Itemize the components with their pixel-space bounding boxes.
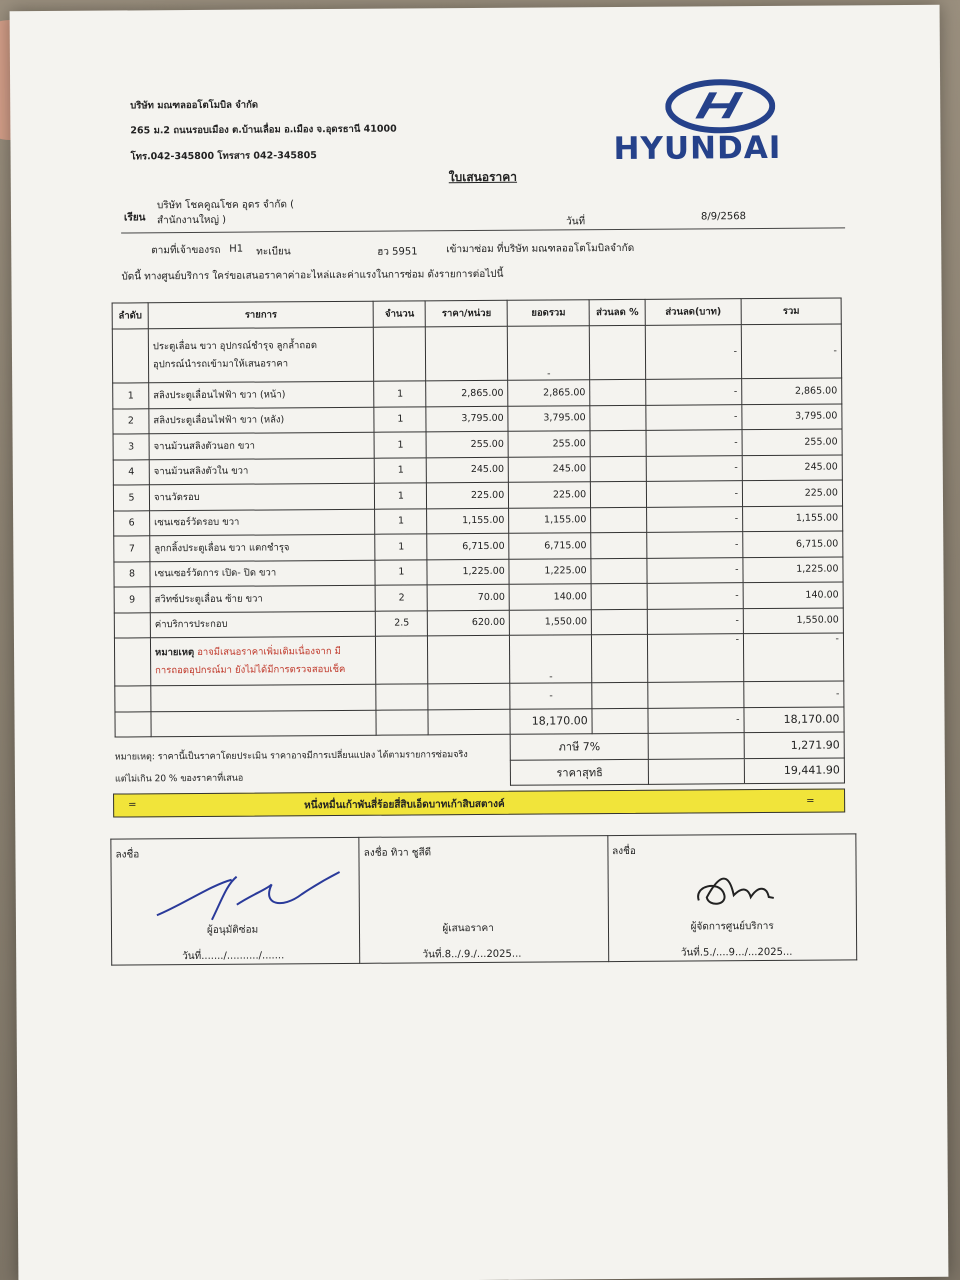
dash: -: [510, 635, 592, 684]
row-total: 140.00: [743, 582, 843, 608]
row-qty: 1: [375, 559, 427, 585]
row-qty: 1: [375, 534, 427, 560]
vehicle-model: H1: [229, 243, 244, 255]
row-discount-baht: -: [647, 506, 743, 532]
note-text-1: อาจมีเสนอราคาเพิ่มเติมเนื่องจาก มี: [197, 645, 341, 658]
row-total: 1,225.00: [743, 556, 843, 582]
row-item: เซนเซอร์วัดการ เปิด- ปิด ขวา: [150, 560, 376, 587]
row-item: จานม้วนสลิงตัวนอก ขวา: [149, 432, 375, 459]
row-subtotal: 3,795.00: [508, 405, 590, 431]
row-subtotal: 140.00: [509, 584, 591, 610]
row-total: 3,795.00: [742, 403, 842, 429]
row-unit-price: 245.00: [427, 457, 509, 483]
sign-date: วันที่.8../.9./...2025...: [422, 948, 522, 961]
row-item: ลูกกลิ้งประตูเลื่อน ขวา แตกชำรุจ: [150, 534, 376, 561]
row-discount-pct: [590, 379, 646, 405]
row-subtotal: 245.00: [508, 456, 590, 482]
row-unit-price: 2,865.00: [426, 380, 508, 406]
amount-in-words-bar: [113, 788, 845, 817]
row-discount-baht: -: [647, 583, 743, 609]
row-total: 2,865.00: [742, 378, 842, 404]
row-qty: 2: [376, 585, 428, 611]
sign-label: ลงชื่อ: [115, 849, 140, 861]
manager-signature: [688, 865, 798, 914]
row-unit-price: 255.00: [426, 431, 508, 457]
row-no: 2: [113, 408, 149, 434]
vat-label: ภาษี 7%: [510, 733, 648, 759]
amount-in-words: หนึ่งหมื่นเก้าพันสี่ร้อยสี่สิบเอ็ดบาทเก้าสิบสตางค์: [304, 798, 505, 812]
row-no: [114, 612, 150, 638]
row-no: 7: [114, 536, 150, 562]
col-total: รวม: [741, 298, 841, 325]
row-discount-pct: [591, 507, 647, 533]
row-discount-baht: -: [646, 430, 742, 456]
row-no: 5: [113, 485, 149, 511]
row-discount-baht: -: [647, 608, 743, 634]
row-no: 6: [114, 510, 150, 536]
row-discount-baht: -: [646, 404, 742, 430]
brand-name: HYUNDAI: [613, 129, 782, 168]
row-discount-pct: [590, 430, 646, 456]
row-subtotal: 6,715.00: [509, 533, 591, 559]
row-unit-price: 1,155.00: [427, 508, 509, 534]
row-discount-pct: [590, 405, 646, 431]
row-total: 6,715.00: [743, 531, 843, 557]
row-unit-price: 3,795.00: [426, 406, 508, 432]
row-discount-pct: [591, 609, 647, 635]
dash: -: [743, 633, 843, 682]
row-unit-price: 6,715.00: [427, 533, 509, 559]
row-qty: 1: [375, 483, 427, 509]
row-discount-baht: -: [646, 455, 742, 481]
company-name: บริษัท มณฑลออโตโมบิล จำกัด: [130, 99, 259, 112]
company-phone: โทร.042-345800 โทรสาร 042-345805: [130, 150, 317, 163]
row-discount-pct: [591, 583, 647, 609]
sign-role: ผู้อนุมัติซ่อม: [206, 924, 259, 936]
quotation-table: [112, 297, 845, 788]
signature-box-manager: [607, 834, 856, 962]
company-address: 265 ม.2 ถนนรอบเมือง ต.บ้านเลื่อม อ.เมือง จ.อุดรธานี 41000: [130, 123, 397, 137]
row-discount-pct: [591, 558, 647, 584]
col-discount-baht: ส่วนลด(บาท): [645, 299, 741, 326]
row-discount-baht: -: [646, 379, 742, 405]
row-subtotal: 1,155.00: [509, 507, 591, 533]
date-value: 8/9/2568: [700, 211, 746, 223]
col-subtotal: ยอดรวม: [507, 300, 589, 327]
document-title: ใบเสนอราคา: [448, 169, 518, 185]
dash: -: [648, 634, 744, 683]
row-discount-pct: [590, 456, 646, 482]
row-subtotal: 1,550.00: [510, 609, 592, 635]
col-unit-price: ราคา/หน่วย: [425, 300, 507, 327]
eq-left: =: [128, 799, 137, 811]
row-subtotal: 225.00: [509, 482, 591, 508]
dash: -: [508, 326, 590, 381]
net-label: ราคาสุทธิ: [511, 759, 649, 785]
row-subtotal: 1,225.00: [509, 558, 591, 584]
row-item: สวิทซ์ประตูเลื่อน ซ้าย ขวา: [150, 585, 376, 612]
row-item: จานม้วนสลิงตัวใน ขวา: [149, 458, 375, 485]
row-discount-baht: -: [647, 481, 743, 507]
col-item: รายการ: [148, 301, 374, 329]
sign-label: ลงชื่อ: [612, 845, 636, 858]
signature-box-approver: [111, 837, 360, 965]
row-item: เซนเซอร์วัดรอบ ขวา: [150, 509, 376, 536]
group-title-2: อุปกรณ์นำรถเข้ามาให้เสนอราคา: [152, 357, 289, 370]
col-qty: จำนวน: [374, 301, 426, 327]
row-qty: 1: [375, 457, 427, 483]
row-unit-price: 1,225.00: [427, 559, 509, 585]
row-no: 4: [113, 459, 149, 485]
plate-label: ทะเบียน: [256, 246, 291, 258]
intro-text: บัดนี้ ทางศูนย์บริการ ใคร่ขอเสนอราคาค่าอะไหล่และค่าแรงในการซ่อม ดังรายการต่อไปนี้: [121, 268, 504, 283]
plate-number: ฮว 5951: [377, 246, 418, 258]
row-qty: 2.5: [376, 610, 428, 636]
row-item: ค่าบริการประกอบ: [150, 611, 376, 638]
sign-role: ผู้เสนอราคา: [442, 922, 494, 935]
note-label: หมายเหตุ: [154, 646, 195, 658]
date-label: วันที่: [566, 216, 586, 228]
dash: -: [741, 324, 841, 379]
row-subtotal: 2,865.00: [508, 380, 590, 406]
note-row: [114, 633, 843, 686]
note-text-2: การถอดอุปกรณ์มา ยังไม่ได้มีการตรวจสอบเช็ค: [155, 663, 346, 676]
row-qty: 1: [374, 406, 426, 432]
row-discount-pct: [591, 532, 647, 558]
vat-value: 1,271.90: [744, 732, 844, 758]
row-unit-price: 225.00: [427, 482, 509, 508]
footer-note-2: แต่ไม่เกิน 20 % ของราคาที่เสนอ: [114, 773, 244, 785]
row-total: 1,155.00: [743, 505, 843, 531]
row-no: 3: [113, 434, 149, 460]
recipient-line2: สำนักงานใหญ่ ): [156, 214, 227, 227]
row-item: สลิงประตูเลื่อนไฟฟ้า ขวา (หน้า): [149, 381, 375, 408]
dash: -: [510, 683, 592, 709]
sum-total: 18,170.00: [744, 706, 844, 732]
row-unit-price: 620.00: [428, 610, 510, 636]
col-discount-pct: ส่วนลด %: [589, 299, 645, 325]
dash: -: [645, 325, 741, 380]
net-value: 19,441.90: [744, 757, 844, 783]
sign-date: วันที่.5./....9.../...2025...: [680, 946, 793, 959]
sign-role: ผู้จัดการศูนย์บริการ: [690, 920, 774, 933]
sign-date: วันที่......./........../.......: [182, 950, 285, 963]
to-label: เรียน: [123, 212, 146, 224]
approver-signature: [152, 864, 342, 925]
dash: -: [744, 681, 844, 707]
row-total: 1,550.00: [743, 607, 843, 633]
eq-right: =: [806, 795, 815, 807]
group-title-1: ประตูเลื่อน ขวา อุปกรณ์ชำรุจ ลูกล้ำถอด: [152, 339, 318, 352]
owner-label: ตามที่เจ้าของรถ: [151, 244, 221, 257]
dash: -: [648, 707, 744, 733]
col-no: ลำดับ: [112, 303, 148, 329]
service-text: เข้ามาซ่อม ที่บริษัท มณฑลออโตโมบิลจำกัด: [446, 242, 635, 256]
group-title-row: [112, 324, 841, 383]
row-item: จานวัดรอบ: [149, 483, 375, 510]
row-total: 225.00: [742, 480, 842, 506]
paper-document: [10, 5, 949, 1280]
row-no: 9: [114, 587, 150, 613]
row-no: 8: [114, 561, 150, 587]
signature-table: [110, 833, 857, 965]
signature-box-quoter: [359, 836, 608, 964]
row-discount-baht: -: [647, 557, 743, 583]
row-subtotal: 255.00: [508, 431, 590, 457]
row-discount-pct: [591, 481, 647, 507]
row-discount-baht: -: [647, 532, 743, 558]
sign-label: ลงชื่อ ทิวา ชูสีดี: [363, 847, 432, 859]
footer-note-1: หมายเหตุ: ราคานี้เป็นราคาโดยประเมิน ราคาอาจมีการเปลี่ยนแปลง ได้ตามรายการซ่อมจริง: [114, 750, 468, 763]
sum-subtotal: 18,170.00: [510, 708, 592, 734]
row-qty: 1: [375, 508, 427, 534]
row-total: 245.00: [742, 454, 842, 480]
row-qty: 1: [374, 432, 426, 458]
header-divider: [121, 227, 845, 233]
row-total: 255.00: [742, 429, 842, 455]
hyundai-logo-icon: [665, 78, 775, 135]
row-item: สลิงประตูเลื่อนไฟฟ้า ขวา (หลัง): [149, 407, 375, 434]
row-unit-price: 70.00: [427, 584, 509, 610]
row-no: 1: [113, 383, 149, 409]
recipient-line1: บริษัท โชคคูณโชค อุดร จำกัด (: [156, 199, 295, 212]
row-qty: 1: [374, 381, 426, 407]
